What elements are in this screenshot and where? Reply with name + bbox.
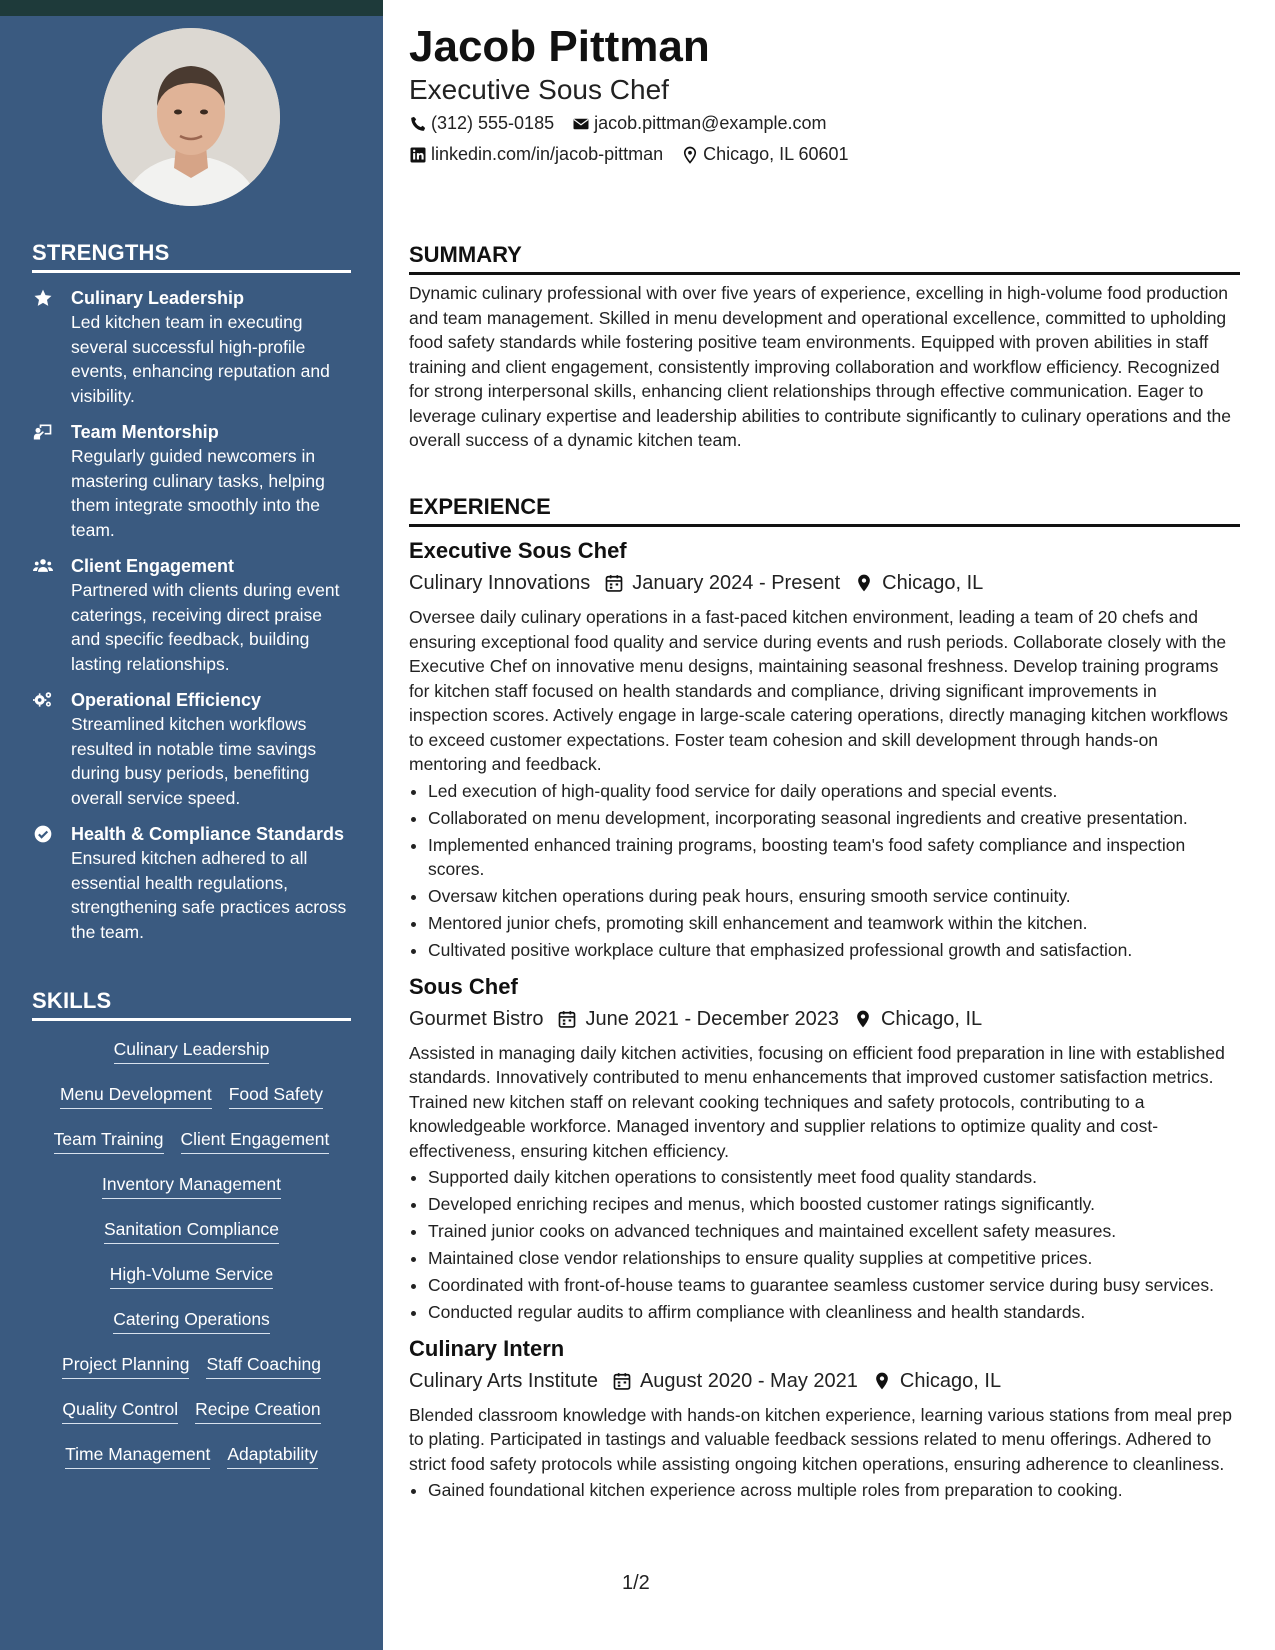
skill-tag: Menu Development <box>60 1082 212 1109</box>
avatar <box>102 28 280 206</box>
job-description: Assisted in managing daily kitchen activities, focusing on efficient food preparation in line with established standards. Innovatively contributed to menu enhancements that improved customer satisfaction metrics. Trained new kitchen staff on relevant cooking techniques and safety protocols, contributing to a knowledgeable workforce. Managed inventory and supplier relations to optimize quality and cost-effectiveness, ensuring kitchen efficiency. <box>409 1042 1225 1161</box>
strengths-heading: STRENGTHS <box>32 240 351 273</box>
job-bullet: • Collaborated on menu development, incorporating seasonal ingredients and creative presentation. <box>428 806 1240 831</box>
job-entry <box>409 1335 1240 1503</box>
skill-tag: Quality Control <box>62 1397 178 1424</box>
page-number: 1/2 <box>622 1572 650 1594</box>
sidebar-top-bar <box>0 0 383 16</box>
job-role: Culinary Intern <box>409 1335 565 1361</box>
skill-tag: Client Engagement <box>181 1127 330 1154</box>
strength-description: Led kitchen team in executing several successful high-profile events, enhancing reputation and visibility. <box>71 312 330 406</box>
skill-tag: Time Management <box>65 1442 210 1469</box>
skill-tag: Team Training <box>54 1127 164 1154</box>
job-description: Blended classroom knowledge with hands-on kitchen experience, learning various stations from meal prep to plating. Participated in tastings and valuable feedback sessions related to menu offerings. Adhered to strict food safety protocols while assisting ongoing kitchen operations, ensuring adherence to cleanliness. <box>409 1404 1232 1474</box>
skill-tag: Sanitation Compliance <box>104 1217 279 1244</box>
strength-item <box>32 822 351 944</box>
job-location: Chicago, IL <box>882 572 984 594</box>
strength-title: Culinary Leadership <box>71 288 245 308</box>
skill-row <box>32 1307 351 1352</box>
map-pin-icon <box>854 573 874 593</box>
job-bullet: • Cultivated positive workplace culture that emphasized professional growth and satisfaction. <box>428 938 1240 963</box>
linkedin-icon <box>409 146 427 164</box>
gears-icon <box>32 690 54 710</box>
check-circle-icon <box>32 824 54 844</box>
envelope-icon <box>572 115 590 133</box>
job-bullets <box>409 1165 1240 1325</box>
skill-row <box>32 1352 351 1397</box>
strength-title: Team Mentorship <box>71 422 219 442</box>
skills-section <box>32 988 351 1487</box>
calendar-icon <box>557 1009 577 1029</box>
email-text: jacob.pittman@example.com <box>594 113 827 133</box>
job-company: Culinary Arts Institute <box>409 1369 598 1392</box>
skill-tag: Project Planning <box>62 1352 189 1379</box>
contact-line <box>409 113 826 134</box>
skill-tag: Adaptability <box>227 1442 317 1469</box>
summary-heading: SUMMARY <box>409 242 1240 275</box>
contact-phone[interactable] <box>409 113 554 134</box>
experience-section <box>409 494 1240 1505</box>
skill-row <box>32 1397 351 1442</box>
skills-list <box>32 1037 351 1487</box>
experience-heading: EXPERIENCE <box>409 494 1240 527</box>
strength-description: Partnered with clients during event caterings, receiving direct praise and specific feedback, building lasting relationships. <box>71 580 340 674</box>
sidebar <box>0 0 383 1650</box>
job-role: Sous Chef <box>409 973 518 999</box>
strength-title: Client Engagement <box>71 556 235 576</box>
job-role: Executive Sous Chef <box>409 538 627 563</box>
skill-tag: Culinary Leadership <box>114 1037 270 1064</box>
map-pin-icon <box>853 1009 873 1029</box>
contact-linkedin[interactable] <box>409 144 663 165</box>
summary-section <box>409 242 1240 453</box>
job-bullet: • Gained foundational kitchen experience across multiple roles from preparation to cooking. <box>428 1478 1240 1503</box>
skill-row <box>32 1127 351 1172</box>
skill-row <box>32 1262 351 1307</box>
summary-text: Dynamic culinary professional with over five years of experience, excelling in high-volume food production and team management. Skilled in menu development and operational excellence, committed to upholding food safety standards while fostering positive team environments. Equipped with proven abilities in staff training and client engagement, consistently improving collaboration and workflow efficiency. Recognized for strong interpersonal skills, enhancing client relationships through effective communication. Eager to leverage culinary expertise and leadership abilities to contribute significantly to culinary operations and the overall success of a dynamic kitchen team. <box>409 283 1232 450</box>
calendar-icon <box>604 573 624 593</box>
candidate-name: Jacob Pittman <box>409 22 710 71</box>
job-dates: January 2024 - Present <box>632 572 841 594</box>
strength-item <box>32 554 351 676</box>
job-bullet: • Mentored junior chefs, promoting skill enhancement and teamwork within the kitchen. <box>428 911 1240 936</box>
job-bullet: • Maintained close vendor relationships to ensure quality supplies at competitive prices. <box>428 1246 1240 1271</box>
strengths-section <box>32 240 351 944</box>
skill-tag: Inventory Management <box>102 1172 281 1199</box>
job-company: Gourmet Bistro <box>409 1007 544 1030</box>
skill-row <box>32 1037 351 1082</box>
map-pin-icon <box>872 1371 892 1391</box>
star-icon <box>32 288 54 308</box>
strength-item <box>32 688 351 810</box>
strength-item <box>32 286 351 408</box>
job-bullet: • Coordinated with front-of-house teams to guarantee seamless customer service during busy services. <box>428 1273 1240 1298</box>
users-icon <box>32 556 54 576</box>
skill-tag: High-Volume Service <box>110 1262 273 1289</box>
job-bullet: • Developed enriching recipes and menus, which boosted customer ratings significantly. <box>428 1192 1240 1217</box>
skill-tag: Recipe Creation <box>195 1397 320 1424</box>
strength-description: Ensured kitchen adhered to all essential health regulations, strengthening safe practices across the team. <box>71 848 347 942</box>
contact-line <box>409 144 849 165</box>
skill-row <box>32 1217 351 1262</box>
job-bullet: • Led execution of high-quality food service for daily operations and special events. <box>428 779 1240 804</box>
strength-title: Operational Efficiency <box>71 690 262 710</box>
skill-tag: Staff Coaching <box>206 1352 320 1379</box>
strength-description: Regularly guided newcomers in mastering culinary tasks, helping them integrate smoothly into the team. <box>71 446 325 540</box>
skill-row <box>32 1082 351 1127</box>
job-dates: June 2021 - December 2023 <box>585 1007 839 1030</box>
job-location: Chicago, IL <box>899 1369 1002 1392</box>
contact-email[interactable] <box>572 113 826 134</box>
contact-location <box>681 144 848 165</box>
location-text: Chicago, IL 60601 <box>703 144 849 164</box>
job-entry <box>409 973 1240 1325</box>
linkedin-text: linkedin.com/in/jacob-pittman <box>431 144 664 164</box>
strength-item <box>32 420 351 542</box>
skill-row <box>32 1442 351 1487</box>
job-company: Culinary Innovations <box>409 572 591 594</box>
job-bullet: • Conducted regular audits to affirm compliance with cleanliness and health standards. <box>428 1300 1240 1325</box>
job-bullet: • Supported daily kitchen operations to consistently meet food quality standards. <box>428 1165 1240 1190</box>
skill-tag: Catering Operations <box>113 1307 270 1334</box>
skill-tag: Food Safety <box>229 1082 323 1109</box>
map-pin-icon <box>681 146 699 164</box>
job-bullets <box>409 1478 1240 1503</box>
job-entry <box>409 537 1240 963</box>
job-meta <box>409 1003 1240 1035</box>
job-location: Chicago, IL <box>880 1007 983 1030</box>
job-meta <box>409 1365 1240 1397</box>
calendar-icon <box>612 1371 632 1391</box>
job-bullet: • Implemented enhanced training programs, boosting team's food safety compliance and inspection scores. <box>428 833 1240 882</box>
job-bullet: • Oversaw kitchen operations during peak hours, ensuring smooth service continuity. <box>428 884 1240 909</box>
job-dates: August 2020 - May 2021 <box>639 1369 858 1392</box>
job-description: Oversee daily culinary operations in a fast-paced kitchen environment, leading a team of 20 chefs and ensuring exceptional food quality and service during events and rush periods. Collaborate closely with the Executive Chef on innovative menu designs, maintaining seasonal freshness. Develop training programs for kitchen staff focused on health standards and compliance, driving significant improvements in inspection scores. Actively engage in large-scale catering operations, directly managing kitchen workflows to exceed customer expectations. Foster team cohesion and skill development through hands-on mentoring and feedback. <box>409 607 1229 774</box>
job-meta <box>409 567 1240 599</box>
phone-text: (312) 555-0185 <box>431 113 555 133</box>
strength-title: Health & Compliance Standards <box>71 824 345 844</box>
phone-icon <box>409 115 427 133</box>
job-bullets <box>409 779 1240 963</box>
job-bullet: • Trained junior cooks on advanced techniques and maintained excellent safety measures. <box>428 1219 1240 1244</box>
chalkboard-teacher-icon <box>32 422 54 442</box>
candidate-title: Executive Sous Chef <box>409 74 669 105</box>
strength-description: Streamlined kitchen workflows resulted in notable time savings during busy periods, benefiting overall service speed. <box>71 714 317 808</box>
skills-heading: SKILLS <box>32 988 351 1021</box>
skill-row <box>32 1172 351 1217</box>
